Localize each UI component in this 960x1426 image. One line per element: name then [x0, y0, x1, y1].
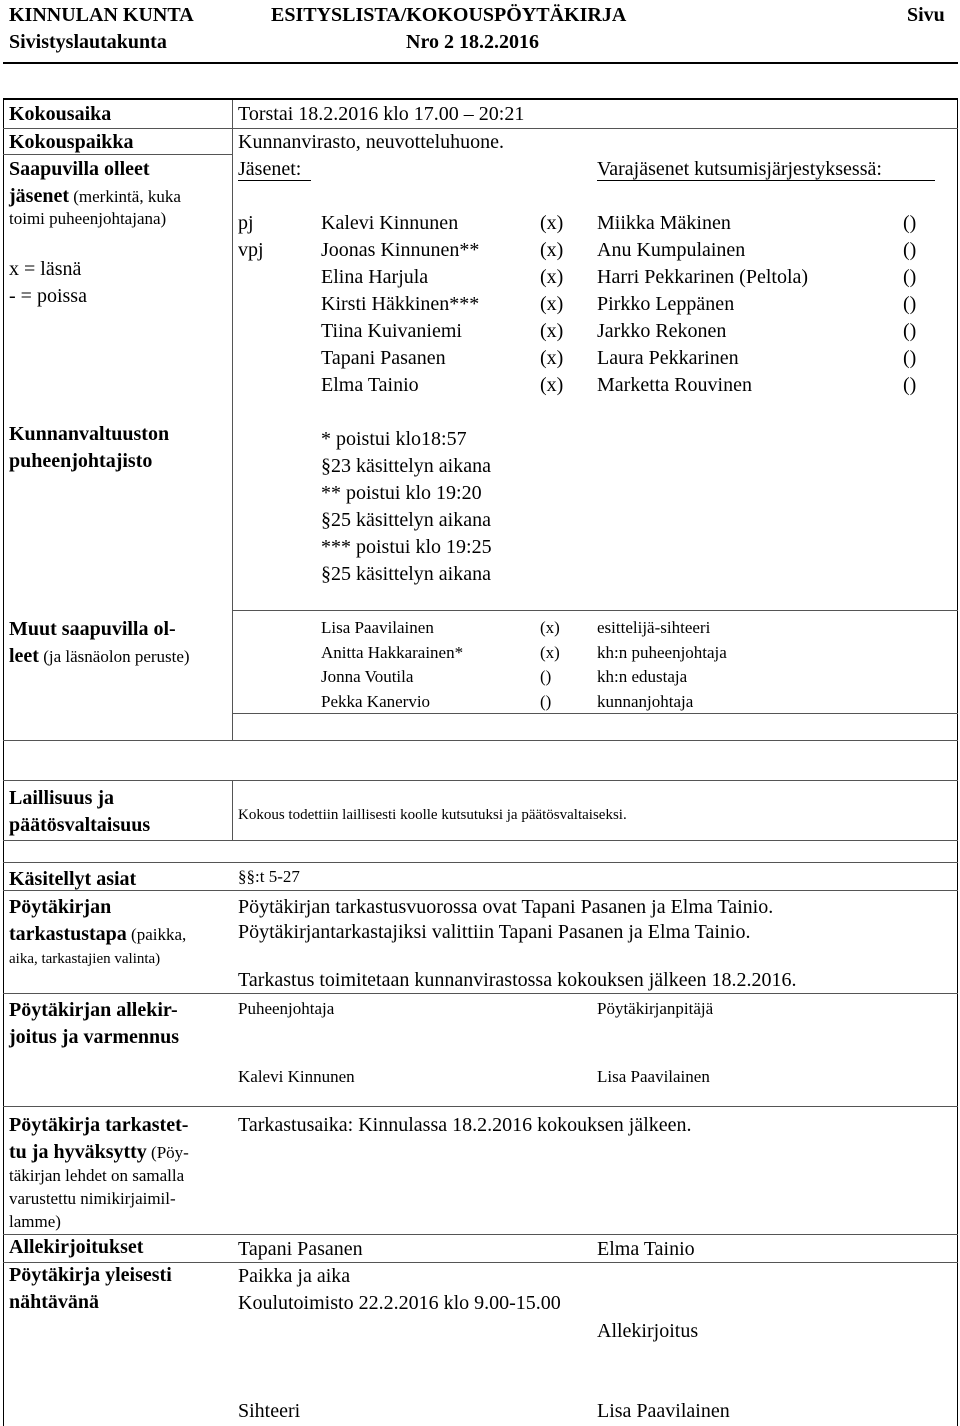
deputy-mark: () — [903, 239, 917, 261]
col-divider — [232, 128, 233, 155]
other-role: esittelijä-sihteeri — [597, 618, 711, 637]
member-mark: (x) — [540, 320, 564, 342]
header-rule — [3, 62, 958, 64]
departure-note: ** poistui klo 19:20 — [321, 482, 482, 504]
member-mark: (x) — [540, 347, 564, 369]
row-divider — [232, 610, 958, 611]
deputies-heading: Varajäsenet kutsumisjärjestyksessä: — [597, 158, 882, 180]
secretary-role: Sihteeri — [238, 1400, 301, 1422]
page-label: Sivu — [907, 4, 945, 26]
approval-label: Pöytäkirja tarkastet- — [9, 1114, 189, 1136]
row-divider — [3, 1234, 958, 1235]
other-role: kh:n puheenjohtaja — [597, 643, 727, 662]
other-mark: () — [540, 692, 552, 711]
deputy-name: Laura Pekkarinen — [597, 347, 739, 369]
legend-present: x = läsnä — [9, 258, 82, 280]
public-label-2: nähtävänä — [9, 1291, 100, 1313]
table-right-border — [957, 98, 958, 1426]
row-divider — [232, 713, 958, 714]
table-left-border — [3, 98, 4, 1426]
legality-label-2: päätösvaltaisuus — [9, 814, 151, 836]
other-name: Anitta Hakkarainen* — [321, 643, 464, 662]
council-chairs-label: Kunnanvaltuuston — [9, 423, 170, 445]
handled-label: Käsitellyt asiat — [9, 868, 137, 890]
row-divider — [3, 993, 958, 994]
approval-value: Tarkastusaika: Kinnulassa 18.2.2016 kokouksen jälkeen. — [238, 1114, 692, 1136]
deputy-name: Pirkko Leppänen — [597, 293, 735, 315]
meeting-time-label: Kokousaika — [9, 103, 112, 125]
others-label: Muut saapuvilla ol- — [9, 618, 176, 640]
doc-type: ESITYSLISTA/KOKOUSPÖYTÄKIRJA — [271, 4, 627, 26]
row-divider — [3, 740, 958, 741]
deputy-name: Anu Kumpulainen — [597, 239, 746, 261]
member-name: Tapani Pasanen — [321, 347, 446, 369]
underline — [597, 180, 935, 181]
departure-note: *** poistui klo 19:25 — [321, 536, 492, 558]
row-divider — [3, 1262, 958, 1263]
signer-name-2: Elma Tainio — [597, 1238, 695, 1260]
col-divider — [232, 780, 233, 840]
departure-note: * poistui klo18:57 — [321, 428, 467, 450]
approval-note: varustettu nimikirjaimil- — [9, 1189, 176, 1208]
row-divider — [3, 154, 233, 155]
other-name: Pekka Kanervio — [321, 692, 431, 711]
deputy-name: Harri Pekkarinen (Peltola) — [597, 266, 809, 288]
member-role: vpj — [238, 239, 264, 261]
member-mark: (x) — [540, 266, 564, 288]
member-mark: (x) — [540, 212, 564, 234]
committee-name: Sivistyslautakunta — [9, 31, 167, 53]
legend-absent: - = poissa — [9, 285, 87, 307]
row-divider — [3, 780, 958, 781]
member-name: Elina Harjula — [321, 266, 429, 288]
meeting-place-label: Kokouspaikka — [9, 131, 134, 153]
deputy-mark: () — [903, 266, 917, 288]
deputy-name: Miikka Mäkinen — [597, 212, 731, 234]
approval-label-2: tu ja hyväksytty (Pöy- — [9, 1141, 189, 1163]
approval-note: lamme) — [9, 1212, 61, 1231]
org-name: KINNULAN KUNTA — [9, 4, 194, 26]
deputy-mark: () — [903, 212, 917, 234]
attendees-label: Saapuvilla olleet — [9, 158, 150, 180]
legality-label: Laillisuus ja — [9, 787, 115, 809]
signer-name-1: Tapani Pasanen — [238, 1238, 363, 1260]
inspection-line-3: Tarkastus toimitetaan kunnanvirastossa kokouksen jälkeen 18.2.2016. — [238, 969, 797, 991]
signatures-label: Allekirjoitukset — [9, 1236, 144, 1258]
council-chairs-label-2: puheenjohtajisto — [9, 450, 153, 472]
inspection-line-1: Pöytäkirjan tarkastusvuorossa ovat Tapani Pasanen ja Elma Tainio. — [238, 896, 774, 918]
member-name: Joonas Kinnunen** — [321, 239, 480, 261]
member-name: Tiina Kuivaniemi — [321, 320, 462, 342]
signing-label: Pöytäkirjan allekir- — [9, 999, 178, 1021]
col-divider — [232, 100, 233, 128]
other-mark: () — [540, 667, 552, 686]
meeting-time-value: Torstai 18.2.2016 klo 17.00 – 20:21 — [238, 103, 525, 125]
deputy-mark: () — [903, 374, 917, 396]
deputy-mark: () — [903, 293, 917, 315]
other-role: kh:n edustaja — [597, 667, 688, 686]
inspection-line-2: Pöytäkirjantarkastajiksi valittiin Tapani Pasanen ja Elma Tainio. — [238, 921, 751, 943]
chair-name: Kalevi Kinnunen — [238, 1067, 355, 1086]
approval-note: täkirjan lehdet on samalla — [9, 1166, 185, 1185]
member-name: Elma Tainio — [321, 374, 419, 396]
deputy-name: Jarkko Rekonen — [597, 320, 727, 342]
secretary-name: Lisa Paavilainen — [597, 1067, 710, 1086]
member-mark: (x) — [540, 293, 564, 315]
row-divider — [3, 1106, 958, 1107]
signing-label-2: joitus ja varmennus — [9, 1026, 180, 1048]
other-mark: (x) — [540, 643, 560, 662]
deputy-mark: () — [903, 320, 917, 342]
signature-label: Allekirjoitus — [597, 1320, 699, 1342]
row-divider — [3, 128, 958, 129]
legality-value: Kokous todettiin laillisesti koolle kutsutuksi ja päätösvaltaiseksi. — [238, 807, 627, 823]
place-time-value: Koulutoimisto 22.2.2016 klo 9.00-15.00 — [238, 1292, 561, 1314]
departure-note: §25 käsittelyn aikana — [321, 563, 491, 585]
deputy-mark: () — [903, 347, 917, 369]
other-role: kunnanjohtaja — [597, 692, 694, 711]
place-time-label: Paikka ja aika — [238, 1265, 351, 1287]
handled-value: §§:t 5-27 — [238, 867, 300, 886]
other-mark: (x) — [540, 618, 560, 637]
inspection-label-2: tarkastustapa (paikka, — [9, 923, 187, 945]
other-name: Jonna Voutila — [321, 667, 414, 686]
inspection-label: Pöytäkirjan — [9, 896, 112, 918]
public-label: Pöytäkirja yleisesti — [9, 1264, 172, 1286]
member-role: pj — [238, 212, 254, 234]
attendees-note: toimi puheenjohtajana) — [9, 209, 167, 228]
members-heading: Jäsenet: — [238, 158, 302, 180]
departure-note: §25 käsittelyn aikana — [321, 509, 491, 531]
meeting-number-date: Nro 2 18.2.2016 — [406, 31, 539, 53]
secretary-signer-name: Lisa Paavilainen — [597, 1400, 730, 1422]
attendees-label-2: jäsenet (merkintä, kuka — [9, 185, 181, 207]
meeting-place-value: Kunnanvirasto, neuvotteluhuone. — [238, 131, 505, 153]
chair-title: Puheenjohtaja — [238, 999, 335, 1018]
row-divider — [3, 862, 958, 863]
col-divider — [232, 154, 233, 740]
row-divider — [3, 840, 958, 841]
inspection-note: aika, tarkastajien valinta) — [9, 951, 161, 967]
member-name: Kalevi Kinnunen — [321, 212, 459, 234]
member-mark: (x) — [540, 374, 564, 396]
other-name: Lisa Paavilainen — [321, 618, 434, 637]
others-label-2: leet (ja läsnäolon peruste) — [9, 645, 190, 667]
table-top-border — [3, 98, 958, 100]
departure-note: §23 käsittelyn aikana — [321, 455, 491, 477]
member-mark: (x) — [540, 239, 564, 261]
deputy-name: Marketta Rouvinen — [597, 374, 752, 396]
underline — [238, 180, 311, 181]
row-divider — [3, 890, 958, 891]
member-name: Kirsti Häkkinen*** — [321, 293, 480, 315]
secretary-title: Pöytäkirjanpitäjä — [597, 999, 714, 1018]
